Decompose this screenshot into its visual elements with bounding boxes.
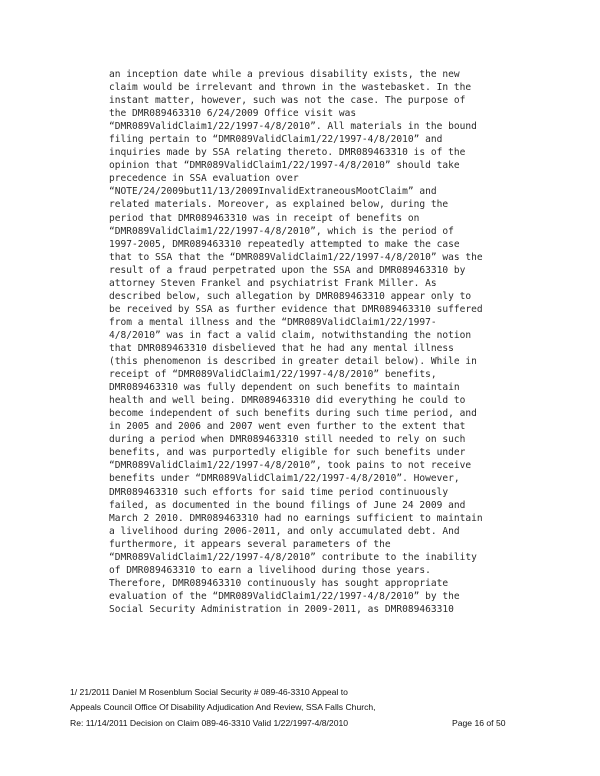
body-line: a livelihood during 2006-2011, and only accumulated debt. And — [109, 525, 460, 537]
body-line: related materials. Moreover, as explained below, during the — [109, 199, 449, 211]
body-line: filing pertain to “DMR089ValidClaim1/22/1997-4/8/2010” and — [109, 134, 443, 146]
body-line: claim would be irrelevant and thrown in the wastebasket. In the — [109, 82, 472, 94]
body-line: benefits, and was purportedly eligible for such benefits under — [109, 447, 466, 459]
body-line: “DMR089ValidClaim1/22/1997-4/8/2010”, took pains to not receive — [109, 460, 472, 472]
body-line: Social Security Administration in 2009-2011, as DMR089463310 — [109, 603, 454, 615]
body-line: DMR089463310 such efforts for said time period continuously — [109, 486, 449, 498]
body-line: the DMR089463310 6/24/2009 Office visit was — [109, 108, 357, 120]
body-line: period that DMR089463310 was in receipt of benefits on — [109, 212, 420, 224]
body-line: receipt of “DMR089ValidClaim1/22/1997-4/8/2010” benefits, — [109, 369, 437, 381]
body-line: in 2005 and 2006 and 2007 went even further to the extent that — [109, 421, 466, 433]
body-line: opinion that “DMR089ValidClaim1/22/1997-4/8/2010” should take — [109, 160, 460, 172]
body-line: from a mental illness and the “DMR089ValidClaim1/22/1997- — [109, 316, 437, 328]
body-line: become independent of such benefits during such time period, and — [109, 408, 477, 420]
body-line: failed, as documented in the bound filings of June 24 2009 and — [109, 499, 466, 511]
body-line: March 2 2010. DMR089463310 had no earnings sufficient to maintain — [109, 512, 483, 524]
body-line: be received by SSA as further evidence that DMR089463310 suffered — [109, 303, 483, 315]
body-line: (this phenomenon is described in greater detail below). While in — [109, 356, 477, 368]
body-line: during a period when DMR089463310 still needed to rely on such — [109, 434, 466, 446]
body-line: DMR089463310 was fully dependent on such benefits to maintain — [109, 382, 460, 394]
body-line: of DMR089463310 to earn a livelihood during those years. — [109, 564, 431, 576]
footer-line-3-text: Re: 11/14/2011 Decision on Claim 089-46-3310 Valid 1/22/1997-4/8/2010 — [70, 717, 349, 728]
body-line: result of a fraud perpetrated upon the SSA and DMR089463310 by — [109, 264, 466, 276]
body-line: 1997-2005, DMR089463310 repeatedly attempted to make the case — [109, 238, 460, 250]
body-line: 4/8/2010” was in fact a valid claim, notwithstanding the notion — [109, 329, 472, 341]
body-line: an inception date while a previous disability exists, the new — [109, 69, 460, 80]
body-line: inquiries made by SSA relating thereto. DMR089463310 is of the — [109, 147, 466, 159]
page-number: Page 16 of 50 — [452, 717, 506, 728]
body-line: health and well being. DMR089463310 did everything he could to — [109, 395, 466, 407]
body-line: evaluation of the “DMR089ValidClaim1/22/1997-4/8/2010” by the — [109, 590, 460, 602]
body-line: Therefore, DMR089463310 continuously has sought appropriate — [109, 577, 449, 589]
body-line: attorney Steven Frankel and psychiatrist Frank Miller. As — [109, 277, 437, 289]
body-line: benefits under “DMR089ValidClaim1/22/1997-4/8/2010”. However, — [109, 473, 460, 485]
footer-line-2: Appeals Council Office Of Disability Adjudication And Review, SSA Falls Church, — [70, 702, 376, 713]
footer-line-1: 1/ 21/2011 Daniel M Rosenblum Social Security # 089-46-3310 Appeal to — [70, 687, 348, 697]
body-line: “DMR089ValidClaim1/22/1997-4/8/2010” contribute to the inability — [109, 551, 477, 563]
body-line: “DMR089ValidClaim1/22/1997-4/8/2010”, which is the period of — [109, 225, 454, 237]
body-line: that DMR089463310 disbelieved that he had any mental illness — [109, 342, 454, 354]
page-footer — [70, 685, 590, 731]
body-line: described below, such allegation by DMR089463310 appear only to — [109, 290, 472, 302]
body-line: “NOTE/24/2009but11/13/2009InvalidExtraneousMootClaim” and — [109, 186, 437, 198]
body-line: “DMR089ValidClaim1/22/1997-4/8/2010”. All materials in the bound — [109, 121, 477, 133]
footer-line-3 — [70, 716, 590, 731]
body-text — [109, 68, 589, 616]
body-line: instant matter, however, such was not the case. The purpose of — [109, 95, 466, 107]
body-line: that to SSA that the “DMR089ValidClaim1/22/1997-4/8/2010” was the — [109, 251, 483, 263]
body-line: precedence in SSA evaluation over — [109, 173, 299, 185]
body-line: furthermore, it appears several parameters of the — [109, 538, 391, 550]
